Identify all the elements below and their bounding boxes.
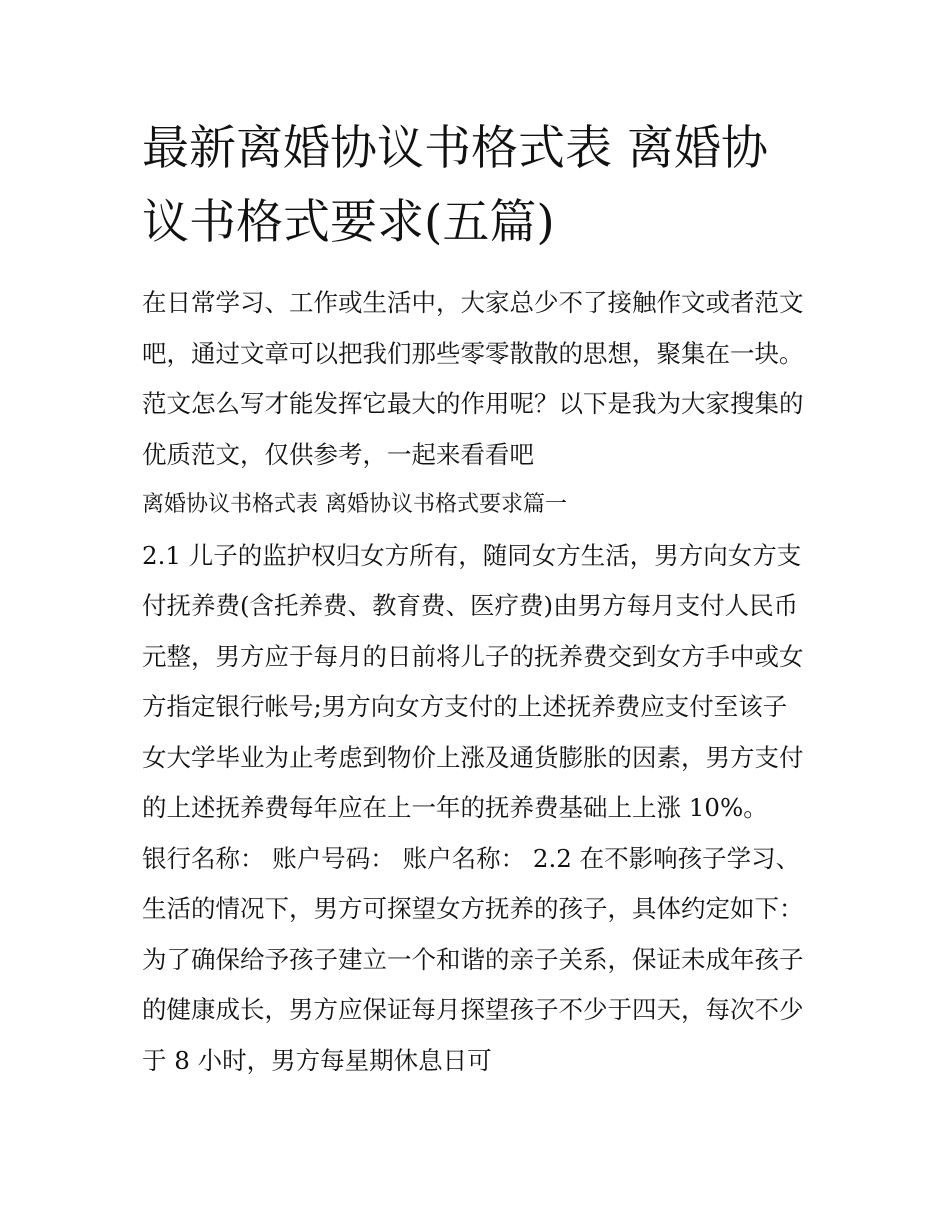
- title-line: 议书格式要求(五篇): [142, 195, 555, 250]
- text-line: 于 8 小时，男方每星期休息日可: [142, 1045, 492, 1075]
- text-line: 元整，男方应于每月的日前将儿子的抚养费交到女方手中或女: [142, 641, 804, 671]
- title-line: 最新离婚协议书格式表 离婚协: [142, 121, 768, 176]
- text-line: 银行名称： 账户号码： 账户名称： 2.2 在不影响孩子学习、: [142, 843, 801, 873]
- text-line: 付抚养费(含托养费、教育费、医疗费)由男方每月支付人民币: [142, 591, 799, 620]
- text-line: 范文怎么写才能发挥它最大的作用呢？以下是我为大家搜集的: [142, 389, 804, 418]
- intro-paragraph: [142, 278, 814, 480]
- document-title: [142, 112, 814, 260]
- text-line: 在日常学习、工作或生活中，大家总少不了接触作文或者范文: [142, 288, 804, 317]
- text-line: 的健康成长，男方应保证每月探望孩子不少于四天，每次不少: [142, 995, 804, 1024]
- text-line: 2.1 儿子的监护权归女方所有，随同女方生活，男方向女方支: [142, 540, 802, 570]
- body-paragraph: [142, 531, 814, 1087]
- text-line: 吧，通过文章可以把我们那些零零散散的思想，聚集在一块。: [142, 338, 804, 368]
- section-heading: 离婚协议书格式表 离婚协议书格式要求篇一: [142, 492, 567, 517]
- text-line: 优质范文，仅供参考，一起来看看吧: [142, 439, 534, 469]
- text-line: 方指定银行帐号;男方向女方支付的上述抚养费应支付至该子: [142, 692, 788, 721]
- document-page: [142, 112, 814, 1086]
- text-line: 女大学毕业为止考虑到物价上涨及通货膨胀的因素，男方支付: [142, 742, 804, 772]
- text-line: 为了确保给予孩子建立一个和谐的亲子关系，保证未成年孩子: [142, 944, 804, 974]
- text-line: 的上述抚养费每年应在上一年的抚养费基础上上涨 10%。: [142, 793, 768, 822]
- text-line: 生活的情况下，男方可探望女方抚养的孩子，具体约定如下：: [142, 894, 804, 923]
